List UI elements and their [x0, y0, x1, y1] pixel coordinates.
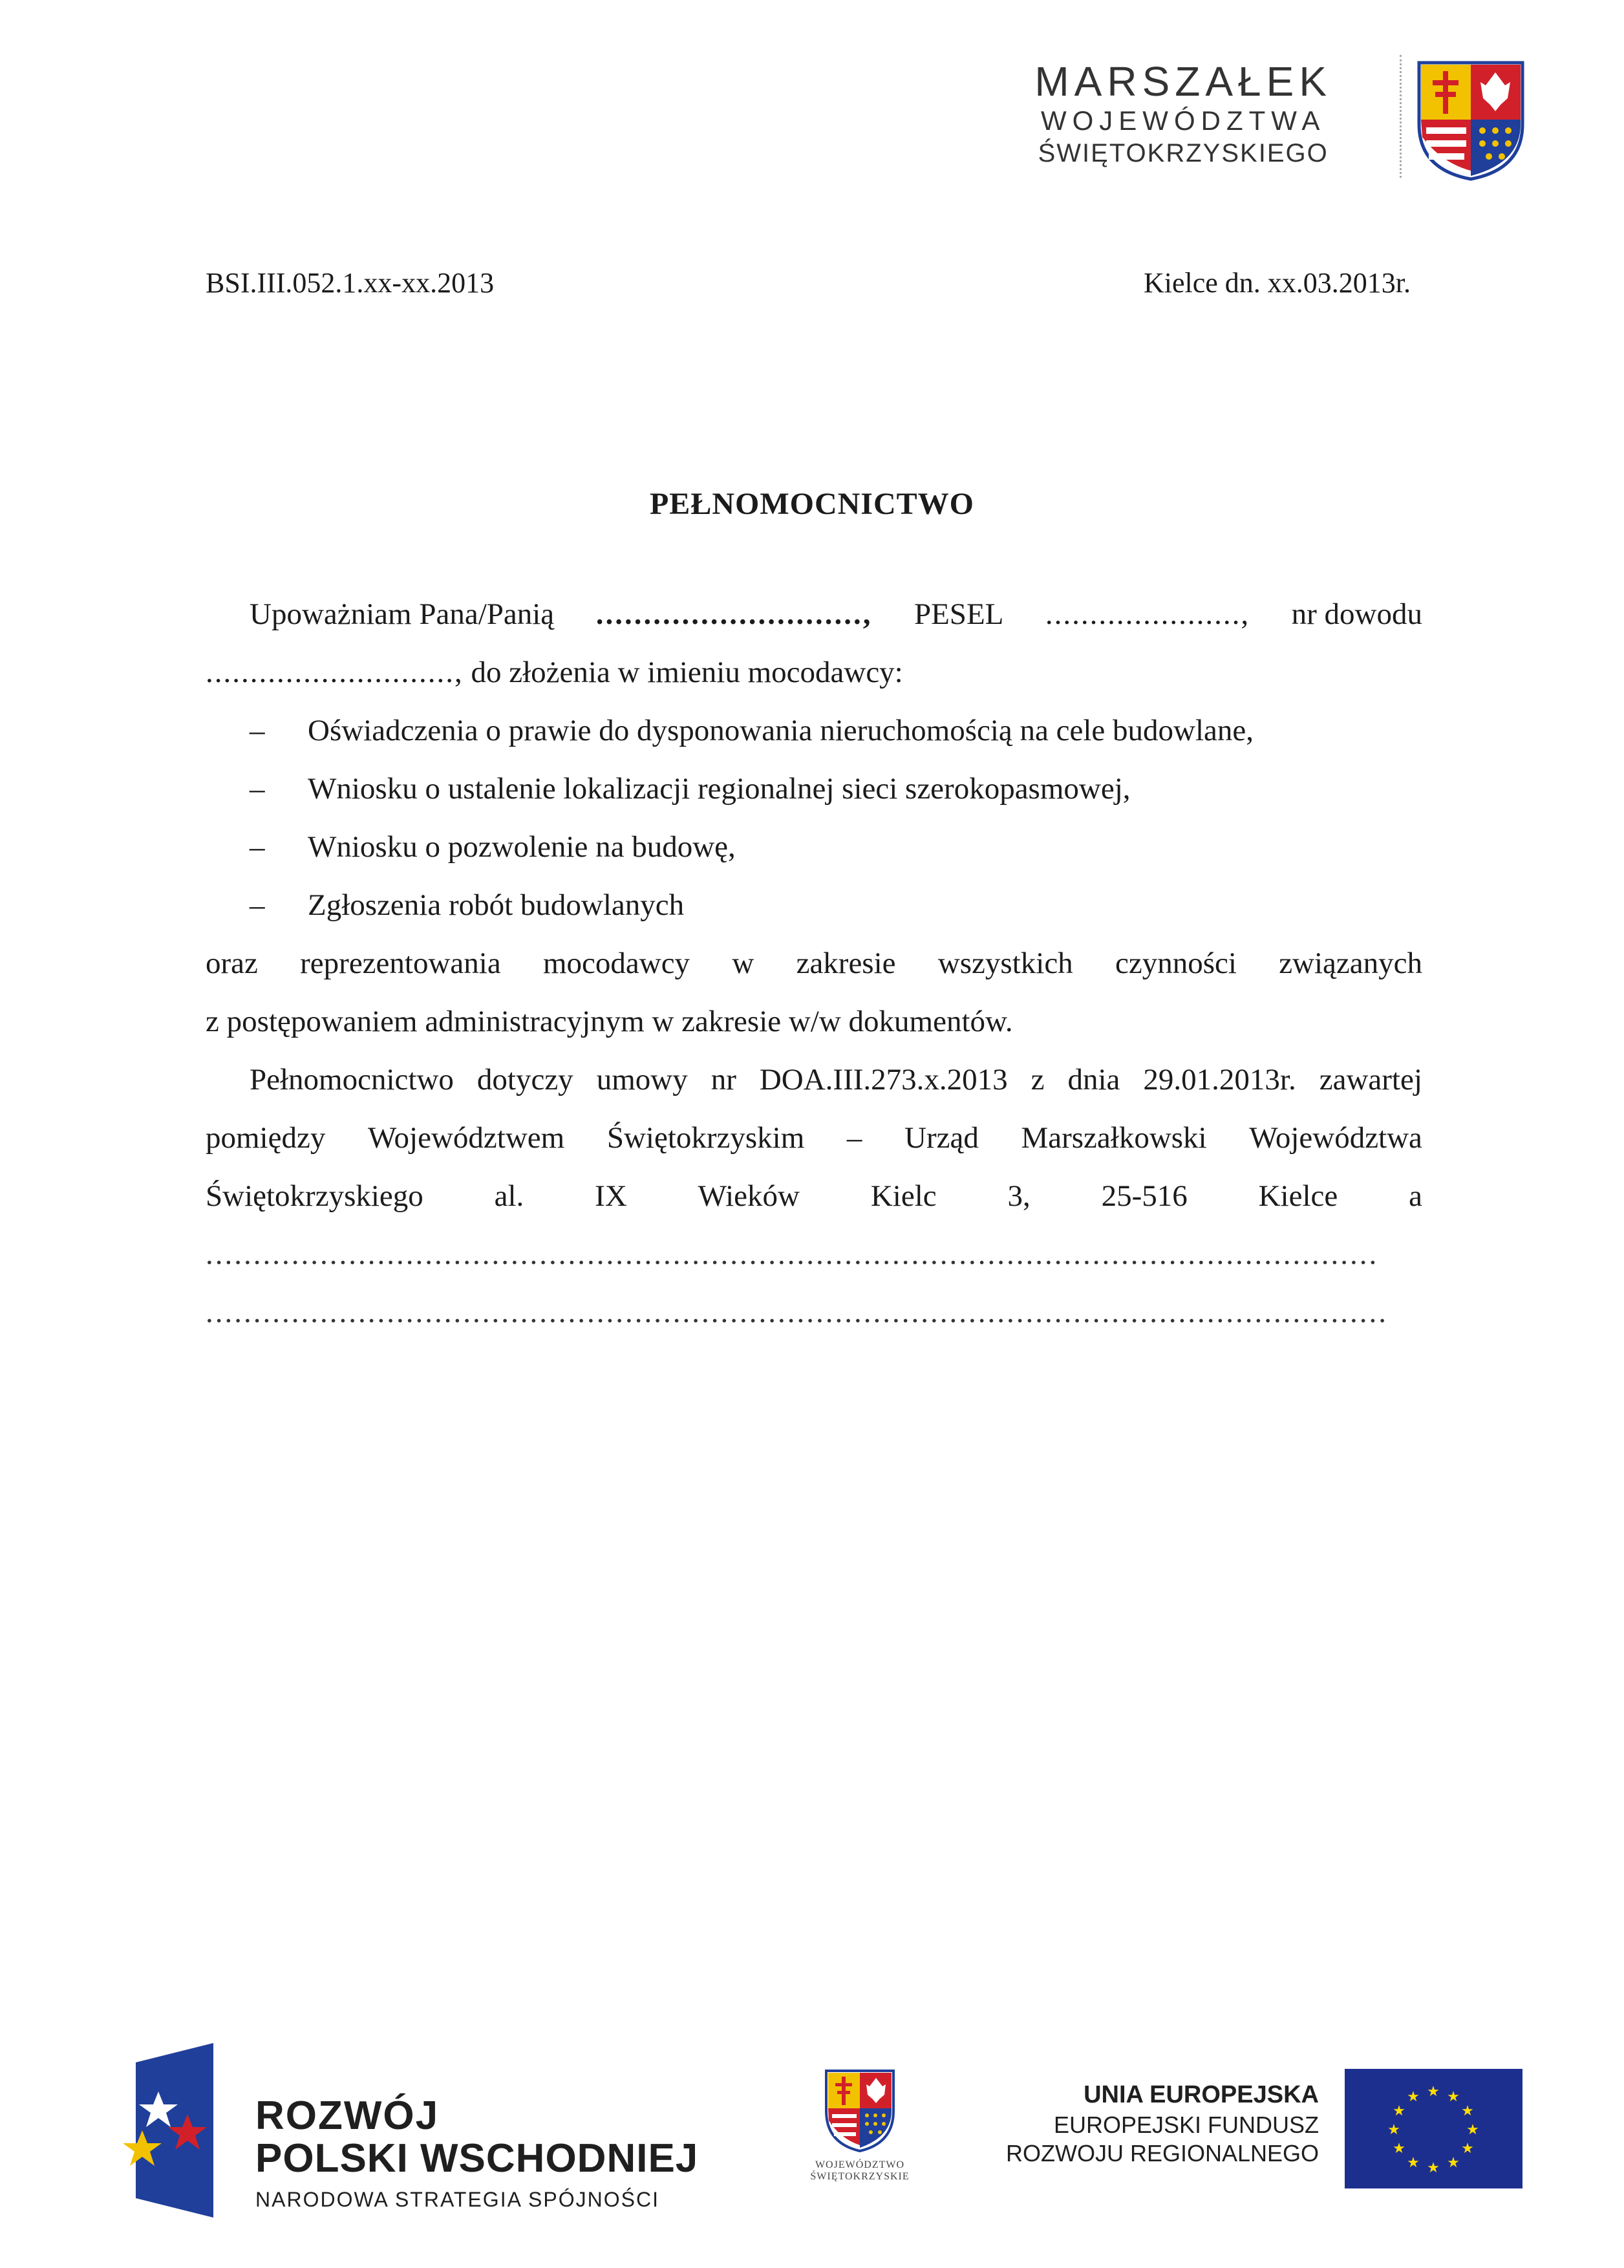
word: Wieków [698, 1179, 800, 1213]
svg-text:★: ★ [1466, 2122, 1479, 2138]
word: Pełnomocnictwo [250, 1063, 454, 1097]
document-title: PEŁNOMOCNICTWO [649, 487, 974, 521]
header-line-3: ŚWIĘTOKRZYSKIEGO [1038, 139, 1329, 167]
word: IX [595, 1179, 627, 1213]
list-item-text: Oświadczenia o prawie do dysponowania nieruchomością na cele budowlane, [308, 714, 1254, 747]
svg-text:★: ★ [1387, 2122, 1400, 2138]
word: – [846, 1121, 862, 1155]
id-number-label: nr dowodu [1291, 597, 1422, 631]
word: wszystkich [937, 947, 1073, 980]
word: al. [494, 1179, 524, 1213]
word: Marszałkowski [1021, 1121, 1207, 1155]
word: a [1409, 1179, 1422, 1213]
svg-text:★: ★ [1447, 2155, 1460, 2171]
list-dash: – [250, 888, 265, 922]
rozwoj-polski-wschodniej-logo-icon [123, 2043, 220, 2218]
header-divider [1400, 55, 1402, 178]
rpw-line-2: POLSKI WSCHODNIEJ [255, 2136, 699, 2181]
authorize-text: Upoważniam Pana/Panią [250, 597, 555, 631]
word: Województwa [1249, 1121, 1422, 1155]
document-body [206, 585, 1422, 1342]
crest-caption-line-1: WOJEWÓDZTWO [815, 2159, 905, 2170]
word: Kielc [870, 1179, 937, 1213]
body-line-1 [206, 585, 1422, 643]
voivodeship-crest-icon [824, 2069, 895, 2153]
word: Świętokrzyskiego [206, 1179, 423, 1213]
id-number-blank: ............................, [206, 656, 464, 689]
word: Województwem [367, 1121, 565, 1155]
svg-text:★: ★ [1393, 2141, 1405, 2157]
coat-of-arms-icon [1416, 59, 1526, 182]
word: oraz [206, 947, 258, 980]
list-dash: – [250, 830, 265, 864]
word: mocodawcy [542, 947, 690, 980]
list-dash: – [250, 714, 265, 747]
word: z [1031, 1063, 1045, 1097]
list-dash: – [250, 772, 265, 806]
svg-text:★: ★ [1427, 2084, 1440, 2100]
scope-intro-text: do złożenia w imieniu mocodawcy: [471, 656, 903, 689]
eu-line-2: EUROPEJSKI FUNDUSZ [1053, 2112, 1319, 2138]
word: reprezentowania [300, 947, 501, 980]
rpw-line-3: NARODOWA STRATEGIA SPÓJNOŚCI [255, 2188, 659, 2211]
body-line-7 [206, 934, 1422, 992]
name-blank: ............................, [595, 597, 873, 631]
list-item [206, 760, 1422, 818]
svg-text:★: ★ [1461, 2141, 1474, 2157]
word: czynności [1115, 947, 1237, 980]
list-item [206, 701, 1422, 760]
word: umowy [596, 1063, 688, 1097]
marshal-header-logo [1034, 52, 1526, 187]
marshal-header-text [1034, 58, 1332, 169]
list-item [206, 876, 1422, 934]
pesel-label: PESEL [914, 597, 1004, 631]
party-blank-line-1: ........................................................................................................................... [206, 1237, 1379, 1271]
svg-text:★: ★ [1427, 2160, 1440, 2176]
word: 3, [1007, 1179, 1031, 1213]
svg-text:★: ★ [1461, 2103, 1474, 2119]
list-item-text: Wniosku o ustalenie lokalizacji regionalnej sieci szerokopasmowej, [308, 772, 1131, 806]
list-item-text: Wniosku o pozwolenie na budowę, [308, 830, 736, 864]
pesel-blank: ......................, [1045, 597, 1250, 631]
word: Świętokrzyskim [606, 1121, 805, 1155]
word: dnia [1067, 1063, 1120, 1097]
eu-line-1: UNIA EUROPEJSKA [1084, 2081, 1319, 2108]
rpw-line-1: ROZWÓJ [255, 2093, 440, 2138]
word: Kielce [1258, 1179, 1338, 1213]
party-blank-line-2: ............................................................................................................................ [206, 1296, 1388, 1329]
eu-line-3: ROZWOJU REGIONALNEGO [1005, 2140, 1319, 2166]
eu-fund-text [1006, 2079, 1319, 2168]
list-item-text: Zgłoszenia robót budowlanych [308, 888, 685, 922]
place-and-date: Kielce dn. xx.03.2013r. [1143, 267, 1411, 299]
eu-flag-icon [1345, 2069, 1522, 2188]
header-line-1: MARSZAŁEK [1034, 58, 1332, 105]
document-reference-number: BSI.III.052.1.xx-xx.2013 [206, 267, 495, 299]
svg-text:★: ★ [1393, 2103, 1405, 2119]
body-line-11 [206, 1167, 1422, 1225]
contract-number: DOA.III.273.x.2013 [759, 1063, 1008, 1097]
word: nr [710, 1063, 736, 1097]
contract-date: 29.01.2013r. [1143, 1063, 1296, 1097]
svg-text:★: ★ [1407, 2155, 1420, 2171]
word: zawartej [1319, 1063, 1422, 1097]
list-item [206, 818, 1422, 876]
svg-text:★: ★ [1447, 2089, 1460, 2105]
word: w [732, 947, 754, 980]
footer-logos [0, 2043, 1624, 2237]
rozwoj-polski-wschodniej-text [255, 2095, 698, 2219]
word: związanych [1279, 947, 1422, 980]
word: Urząd [904, 1121, 979, 1155]
crest-caption-line-2: ŚWIĘTOKRZYSKIE [810, 2171, 910, 2182]
body-line-8 [206, 992, 1422, 1051]
word: pomiędzy [206, 1121, 326, 1155]
postal-code: 25-516 [1101, 1179, 1188, 1213]
body-line-10 [206, 1109, 1422, 1167]
svg-text:★: ★ [1407, 2089, 1420, 2105]
proceedings-text: z postępowaniem administracyjnym w zakresie w/w dokumentów. [206, 1005, 1013, 1038]
body-line-9 [206, 1051, 1422, 1109]
body-line-2 [206, 643, 1422, 701]
word: dotyczy [476, 1063, 573, 1097]
word: zakresie [796, 947, 896, 980]
voivodeship-crest-caption [792, 2159, 928, 2183]
header-line-2: WOJEWÓDZTWA [1040, 105, 1326, 136]
